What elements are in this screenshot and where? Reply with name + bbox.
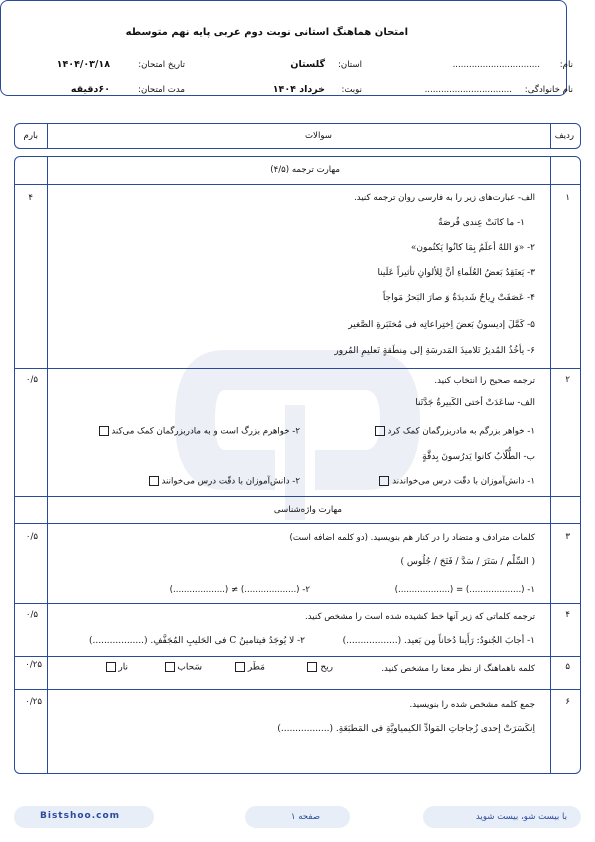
- table-header: [14, 123, 581, 149]
- date-label: تاریخ امتحان:: [138, 60, 185, 70]
- q1-instruction: الف- عبارت‌های زیر را به فارسی روان ترجمه کنید.: [354, 193, 535, 203]
- name-field[interactable]: ................................: [452, 60, 540, 70]
- q5-instruction: کلمه ناهماهنگ از نظر معنا را مشخص کنید.: [381, 664, 535, 674]
- score-column-header: بارم: [23, 131, 38, 141]
- q2-a-option-1-checkbox[interactable]: [375, 426, 385, 436]
- q2-a-option-2: ۲- خواهرم بزرگ است و به مادربزرگمان کمک می‌کند: [99, 426, 300, 437]
- q1-score: ۴: [28, 193, 33, 203]
- term-value: خرداد ۱۴۰۴: [272, 84, 325, 95]
- q1-item-3: ۳- یَعتَقِدُ بَعضُ العُلَماءِ أنَّ لِلألوانِ تأثیراً عَلَینا: [377, 268, 535, 278]
- q6-sentence: اِنکَسَرَتْ إحدی زُجاجاتِ المَوادِّ الکیمیاویَّةِ فی المَطبَعَةِ. (.................): [277, 724, 535, 734]
- q1-item-4: ۴- عَصَفَتْ رِیاحٌ شَدیدَةٌ وَ صارَ البَحرُ مَواجاً: [382, 293, 535, 303]
- q3-score: ۰/۵: [25, 532, 38, 542]
- questions-column-header: سوالات: [304, 131, 332, 141]
- family-label: نام خانوادگی:: [524, 85, 573, 95]
- q3-instruction: کلمات مترادف و متضاد را در کنار هم بنویسید. (دو کلمه اضافه است): [289, 533, 535, 543]
- row-column-header: ردیف: [554, 131, 574, 141]
- exam-header: [0, 0, 567, 96]
- q5-option-2-checkbox[interactable]: [235, 662, 245, 672]
- q2-a-option-1: ۱- خواهر بزرگم به مادربزرگمان کمک کرد: [375, 426, 535, 437]
- section-translation: مهارت ترجمه (۴/۵): [270, 165, 340, 175]
- q5-option-3-checkbox[interactable]: [165, 662, 175, 672]
- q5-option-3: سَحاب: [165, 662, 202, 673]
- duration-label: مدت امتحان:: [138, 85, 185, 95]
- province-label: استان:: [337, 60, 362, 70]
- q3-blank-2[interactable]: ۲- (...................) ≠ (...................): [169, 585, 310, 595]
- q2-score: ۰/۵: [25, 375, 38, 385]
- exam-title: امتحان هماهنگ استانی نوبت دوم عربی پایه نهم متوسطه: [125, 27, 408, 38]
- q2-part-b: ب- الطُّلّابُ کانوا یَدرُسونَ بِدقَّةٍ: [422, 452, 535, 462]
- footer-slogan: با بیست شو، بیست شوید: [475, 812, 567, 822]
- q2-instruction: ترجمه صحیح را انتخاب کنید.: [434, 376, 535, 386]
- q1-item-6: ۶- یأخُذُ المُدیرُ تَلامیذَ المَدرسَةِ إلی مِنطَقةٍ تَعلیمِ المُرور: [334, 346, 535, 356]
- q5-option-4-checkbox[interactable]: [106, 662, 116, 672]
- term-label: نوبت:: [341, 85, 362, 95]
- family-field[interactable]: ................................: [424, 85, 512, 95]
- date-value: ۱۴۰۴/۰۳/۱۸: [56, 59, 110, 70]
- q2-b-option-1: ۱- دانش‌آموزان با دقّت درس می‌خواندند: [379, 476, 535, 487]
- q3-blank-1[interactable]: ۱- (...................) = (...................): [394, 585, 535, 595]
- q4-score: ۰/۵: [25, 610, 38, 620]
- q6-instruction: جمع کلمه مشخص شده را بنویسید.: [409, 700, 535, 710]
- q1-item-5: ۵- کَمَّلَ إدیسونُ بَعضَ اِختِراعاتِه فی مُختَبَرةِ الصَّغیر: [348, 320, 535, 330]
- q2-part-a: الف- ساعَدَتْ أختی الکَبیرةُ جَدَّتَنا: [415, 398, 535, 408]
- q2-b-option-2: ۲- دانش‌آموزان با دقّت درس می‌خوانند: [149, 476, 300, 487]
- q3-word-bank: ( السِّلْم / سَتَرَ / سَدَّ / فَتَحَ / جُلُوس ): [400, 557, 535, 567]
- q5-option-1-checkbox[interactable]: [307, 662, 317, 672]
- q6-number: ۶: [565, 697, 570, 707]
- section-vocab: مهارت واژه‌شناسی: [273, 505, 342, 515]
- q5-option-2: مَطَر: [235, 662, 265, 673]
- footer-page-number: صفحه ۱: [290, 812, 320, 822]
- q5-score: ۰/۲۵: [25, 660, 42, 670]
- q2-a-option-2-checkbox[interactable]: [99, 426, 109, 436]
- q3-number: ۳: [565, 532, 570, 542]
- name-label: نام:: [559, 60, 573, 70]
- q5-option-1: ریح: [307, 662, 333, 673]
- duration-value: ۶۰دقیقه: [70, 84, 110, 95]
- q1-item-2: ۲- «وَ اللهُ أعلَمُ بِمَا کانُوا یَکتُمون»: [410, 243, 535, 253]
- q5-option-4: نار: [106, 662, 128, 673]
- q5-number: ۵: [565, 662, 570, 672]
- footer-site[interactable]: Bistshoo.com: [40, 811, 121, 821]
- q2-number: ۲: [565, 375, 570, 385]
- q2-b-option-2-checkbox[interactable]: [149, 476, 159, 486]
- q6-score: ۰/۲۵: [25, 697, 42, 707]
- province-value: گلستان: [290, 59, 325, 70]
- q4-instruction: ترجمه کلماتی که زیر آنها خط کشیده شده است را مشخص کنید.: [305, 612, 535, 622]
- q1-number: ۱: [565, 193, 570, 203]
- q2-b-option-1-checkbox[interactable]: [379, 476, 389, 486]
- q4-item-2: ۲- لا یُوجَدُ فیتامینُ C فی الحَلیبِ المُجَفَّفِ. (..................): [88, 636, 305, 646]
- q4-item-1: ۱- أجابَ الجُنودُ: رَأَینا دُخاناً مِن بَعید. (..................): [342, 636, 535, 646]
- q4-number: ۴: [565, 610, 570, 620]
- q1-item-1: ۱- ما کانَتْ عِندی فُرصَةٌ: [438, 218, 525, 228]
